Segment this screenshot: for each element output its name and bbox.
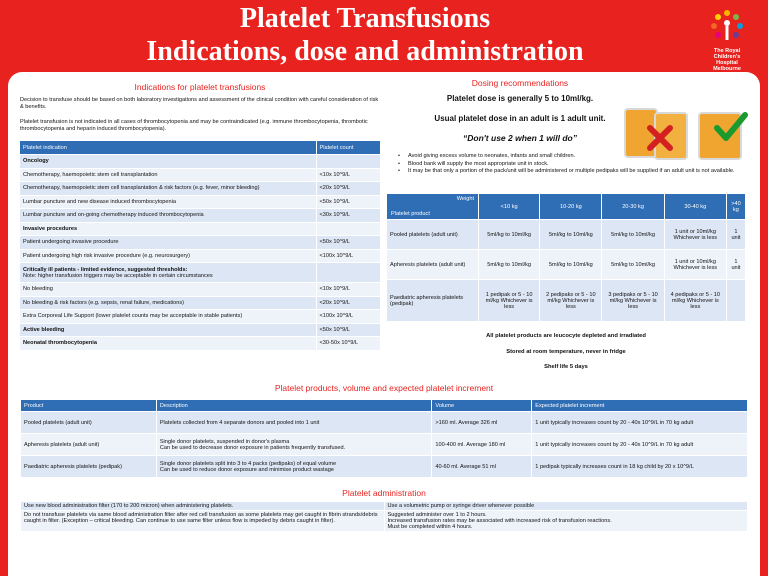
indication-label: Extra Corporeal Life Support (lower platelet counts may be acceptable in stable patients) [20,310,316,324]
indication-row [20,182,380,196]
bullet-text: Blood bank will supply the most appropriate unit in stock. [408,160,549,167]
indication-label: No bleeding & risk factors (e.g. sepsis, renal failure, medications) [20,296,316,310]
bullet-dot-icon: • [398,168,400,174]
corner-weight-label: Weight [456,196,474,202]
dose-cell: 5ml/kg to 10ml/kg [479,220,540,250]
product-row [21,456,748,478]
indication-count: <10x 10^9/L [316,168,380,182]
dose-row [387,220,746,250]
dosing-note-3: Shelf life 5 days [544,364,588,370]
product-cell: 1 unit typically increases count by 20 - 40x 10^9/L in 70 kg adult [532,434,748,456]
dose-cell: 5ml/kg to 10ml/kg [479,250,540,280]
dosing-quote: “Don't use 2 when 1 will do” [463,133,577,143]
indication-row [20,296,380,310]
product-cell: Paediatric apheresis platelets (pedipak) [21,456,157,478]
col-count-header: Platelet count [316,141,380,155]
admin-table [20,501,748,532]
dosing-bullet [398,160,748,169]
dose-product: Paediatric apheresis platelets (pedipak) [387,280,479,322]
bullet-dot-icon: • [398,160,400,167]
product-cell: Single donor platelets split into 3 to 4 packs (pedipaks) of equal volume Can be used to reduce donor exposure and minimise product wastage [156,456,432,478]
indication-count [316,155,380,169]
dose-cell [726,280,745,322]
products-col-header: Expected platelet increment [532,400,748,412]
product-cell: Platelets collected from 4 separate donors and pooled into 1 unit [156,412,432,434]
indication-count: <50x 10^9/L [316,195,380,209]
indication-row [20,283,380,297]
indication-count: <100x 10^9/L [316,310,380,324]
product-row [21,412,748,434]
product-cell: 100-400 ml. Average 180 ml [432,434,532,456]
products-table [20,399,748,478]
dose-cell: 5ml/kg to 10ml/kg [540,250,602,280]
dose-cell: 5ml/kg to 10ml/kg [602,250,664,280]
indication-label: Active bleeding [20,323,316,337]
dosing-note-1: All platelet products are leucocyte depleted and irradiated [486,333,646,339]
products-heading: Platelet products, volume and expected platelet increment [274,383,494,393]
dose-cell: 2 pedipaks or 5 - 10 ml/kg Whichever is less [540,280,602,322]
weight-header: 30-40 kg [664,194,726,220]
indication-label: Lumbar puncture and on-going chemotherapy induced thrombocytopenia [20,209,316,223]
corner-product-label: Platelet product [391,211,430,217]
indication-count: <30-50x 10^9/L [316,337,380,351]
indication-row [20,310,380,324]
indication-row [20,337,380,351]
indication-count: <50x 10^9/L [316,236,380,250]
admin-heading: Platelet administration [342,488,426,498]
dosing-bullet [398,168,748,176]
dose-cell: 1 unit or 10ml/kg Whichever is less [664,250,726,280]
indications-para-1: Decision to transfuse should be based on both laboratory investigations and assessment of the clinical condition with careful consideration of risk & benefits. [20,97,379,110]
weight-header: >40 kg [726,194,745,220]
indication-count: <100x 10^9/L [316,249,380,263]
dose-cell: 3 pedipaks or 5 - 10 ml/kg Whichever is less [602,280,664,322]
indication-row [20,236,380,250]
bullet-dot-icon: • [398,153,400,159]
indication-count [316,263,380,283]
dose-product: Apheresis platelets (adult unit) [387,250,479,280]
indication-row [20,168,380,182]
logo-figure-icon [692,6,762,50]
dosing-table [386,193,746,322]
indication-row [20,222,380,236]
dose-product: Pooled platelets (adult unit) [387,220,479,250]
product-cell: Apheresis platelets (adult unit) [21,434,157,456]
admin-row [21,502,748,511]
product-cell: 1 unit typically increases count by 20 - 40x 10^9/L in 70 kg adult [532,412,748,434]
indication-label: Oncology [20,155,316,169]
dosing-note-2: Stored at room temperature, never in fridge [506,349,626,355]
col-indication-header: Platelet indication [20,141,316,155]
admin-cell: Suggested administer over 1 to 2 hours. Increased transfusion rates may be associated with increased risk of transfusion reactions. Must be completed within 4 hours. [384,511,748,532]
check-mark-icon [714,112,748,142]
indication-label: Neonatal thrombocytopenia [20,337,316,351]
dose-cell: 5ml/kg to 10ml/kg [540,220,602,250]
indication-label: Lumbar puncture and new disease induced thrombocytopenia [20,195,316,209]
product-row [21,434,748,456]
logo-text: The Royal Children's Hospital Melbourne [713,48,741,72]
dose-row [387,250,746,280]
admin-cell: Use a volumetric pump or syringe driver whenever possible [384,502,748,511]
title-line-2: Indications, dose and administration [146,36,584,67]
dose-cell: 1 unit or 10ml/kg Whichever is less [664,220,726,250]
cross-mark-icon [646,124,674,152]
indication-row [20,195,380,209]
dosing-heading: Dosing recommendations [471,78,569,88]
admin-cell: Do not transfuse platelets via same blood administration filter after red cell transfusion as some platelets may get caught in fibrin strands/debris caught in filter. (Exception – critical bleeding. Can continue to use same filter unless flow is impeded by debris caught in filter). [21,511,385,532]
indication-count: <10x 10^9/L [316,283,380,297]
indication-row [20,323,380,337]
title-line-1: Platelet Transfusions [239,3,491,34]
admin-row [21,511,748,532]
dose-row [387,280,746,322]
dose-corner-cell [387,194,479,220]
indication-label: Chemotherapy, haemopoietic stem cell transplantation [20,168,316,182]
indication-count: <50x 10^9/L [316,323,380,337]
dosing-bullets [398,153,748,176]
weight-header: 10-20 kg [540,194,602,220]
product-cell: Pooled platelets (adult unit) [21,412,157,434]
indications-heading: Indications for platelet transfusions [134,82,266,92]
indication-label: Patient undergoing invasive procedure [20,236,316,250]
indication-label: Invasive procedures [20,222,316,236]
indication-row [20,155,380,169]
poster-title [0,0,730,68]
indication-label: Patient undergoing high risk invasive procedure (e.g. neurosurgery) [20,249,316,263]
indication-row [20,249,380,263]
weight-header: 20-30 kg [602,194,664,220]
dosing-line-2: Usual platelet dose in an adult is 1 adult unit. [434,114,606,123]
dose-cell: 1 unit [726,250,745,280]
dose-cell: 1 pedipak or 5 - 10 ml/kg Whichever is less [479,280,540,322]
content-panel [8,72,760,576]
indication-count: <20x 10^9/L [316,182,380,196]
product-cell: 40-60 ml. Average 51 ml [432,456,532,478]
indication-label: Critically ill patients - limited evidence, suggested thresholds: Note: higher transfusion triggers may be acceptable in certain circumstances [20,263,316,283]
products-header-row [21,400,748,412]
indication-count: <20x 10^9/L [316,296,380,310]
admin-cell: Use new blood administration filter (170 to 200 micron) when administering platelets. [21,502,385,511]
indication-label: No bleeding [20,283,316,297]
bullet-text: Avoid giving excess volume to neonates, infants and small children. [408,153,576,159]
indication-label: Chemotherapy, haemopoietic stem cell transplantation & risk factors (e.g. fever, minor bleeding) [20,182,316,196]
indication-count [316,222,380,236]
product-cell: >160 ml. Average 326 ml [432,412,532,434]
dose-cell: 4 pedipaks or 5 - 10 ml/kg Whichever is less [664,280,726,322]
indications-para-2: Platelet transfusion is not indicated in all cases of thrombocytopenia and may be contraindicated (e.g. immune thrombocytopenia, thrombotic thrombocytopenia and heparin induced thrombocytopenia). [20,119,368,132]
dose-cell: 5ml/kg to 10ml/kg [602,220,664,250]
products-col-header: Description [156,400,432,412]
dosing-bullet [398,153,748,161]
products-col-header: Product [21,400,157,412]
products-col-header: Volume [432,400,532,412]
indication-note: Note: higher transfusion triggers may be acceptable in certain circumstances [23,272,213,279]
dose-cell: 1 unit [726,220,745,250]
indications-table [20,141,380,351]
weight-header: <10 kg [479,194,540,220]
product-cell: 1 pedipak typically increases count in 18 kg child by 20 x 10^9/L [532,456,748,478]
indication-row [20,209,380,223]
hospital-logo [692,6,762,76]
bullet-text: It may be that only a portion of the pack/unit will be administered or multiple pedipaks will be supplied if an adult unit is not available. [408,168,735,174]
indication-count: <30x 10^9/L [316,209,380,223]
product-cell: Single donor platelets, suspended in donor's plasma Can be used to decrease donor exposure in patients frequently transfused. [156,434,432,456]
indication-row [20,263,380,283]
dosing-line-1: Platelet dose is generally 5 to 10ml/kg. [446,94,594,103]
